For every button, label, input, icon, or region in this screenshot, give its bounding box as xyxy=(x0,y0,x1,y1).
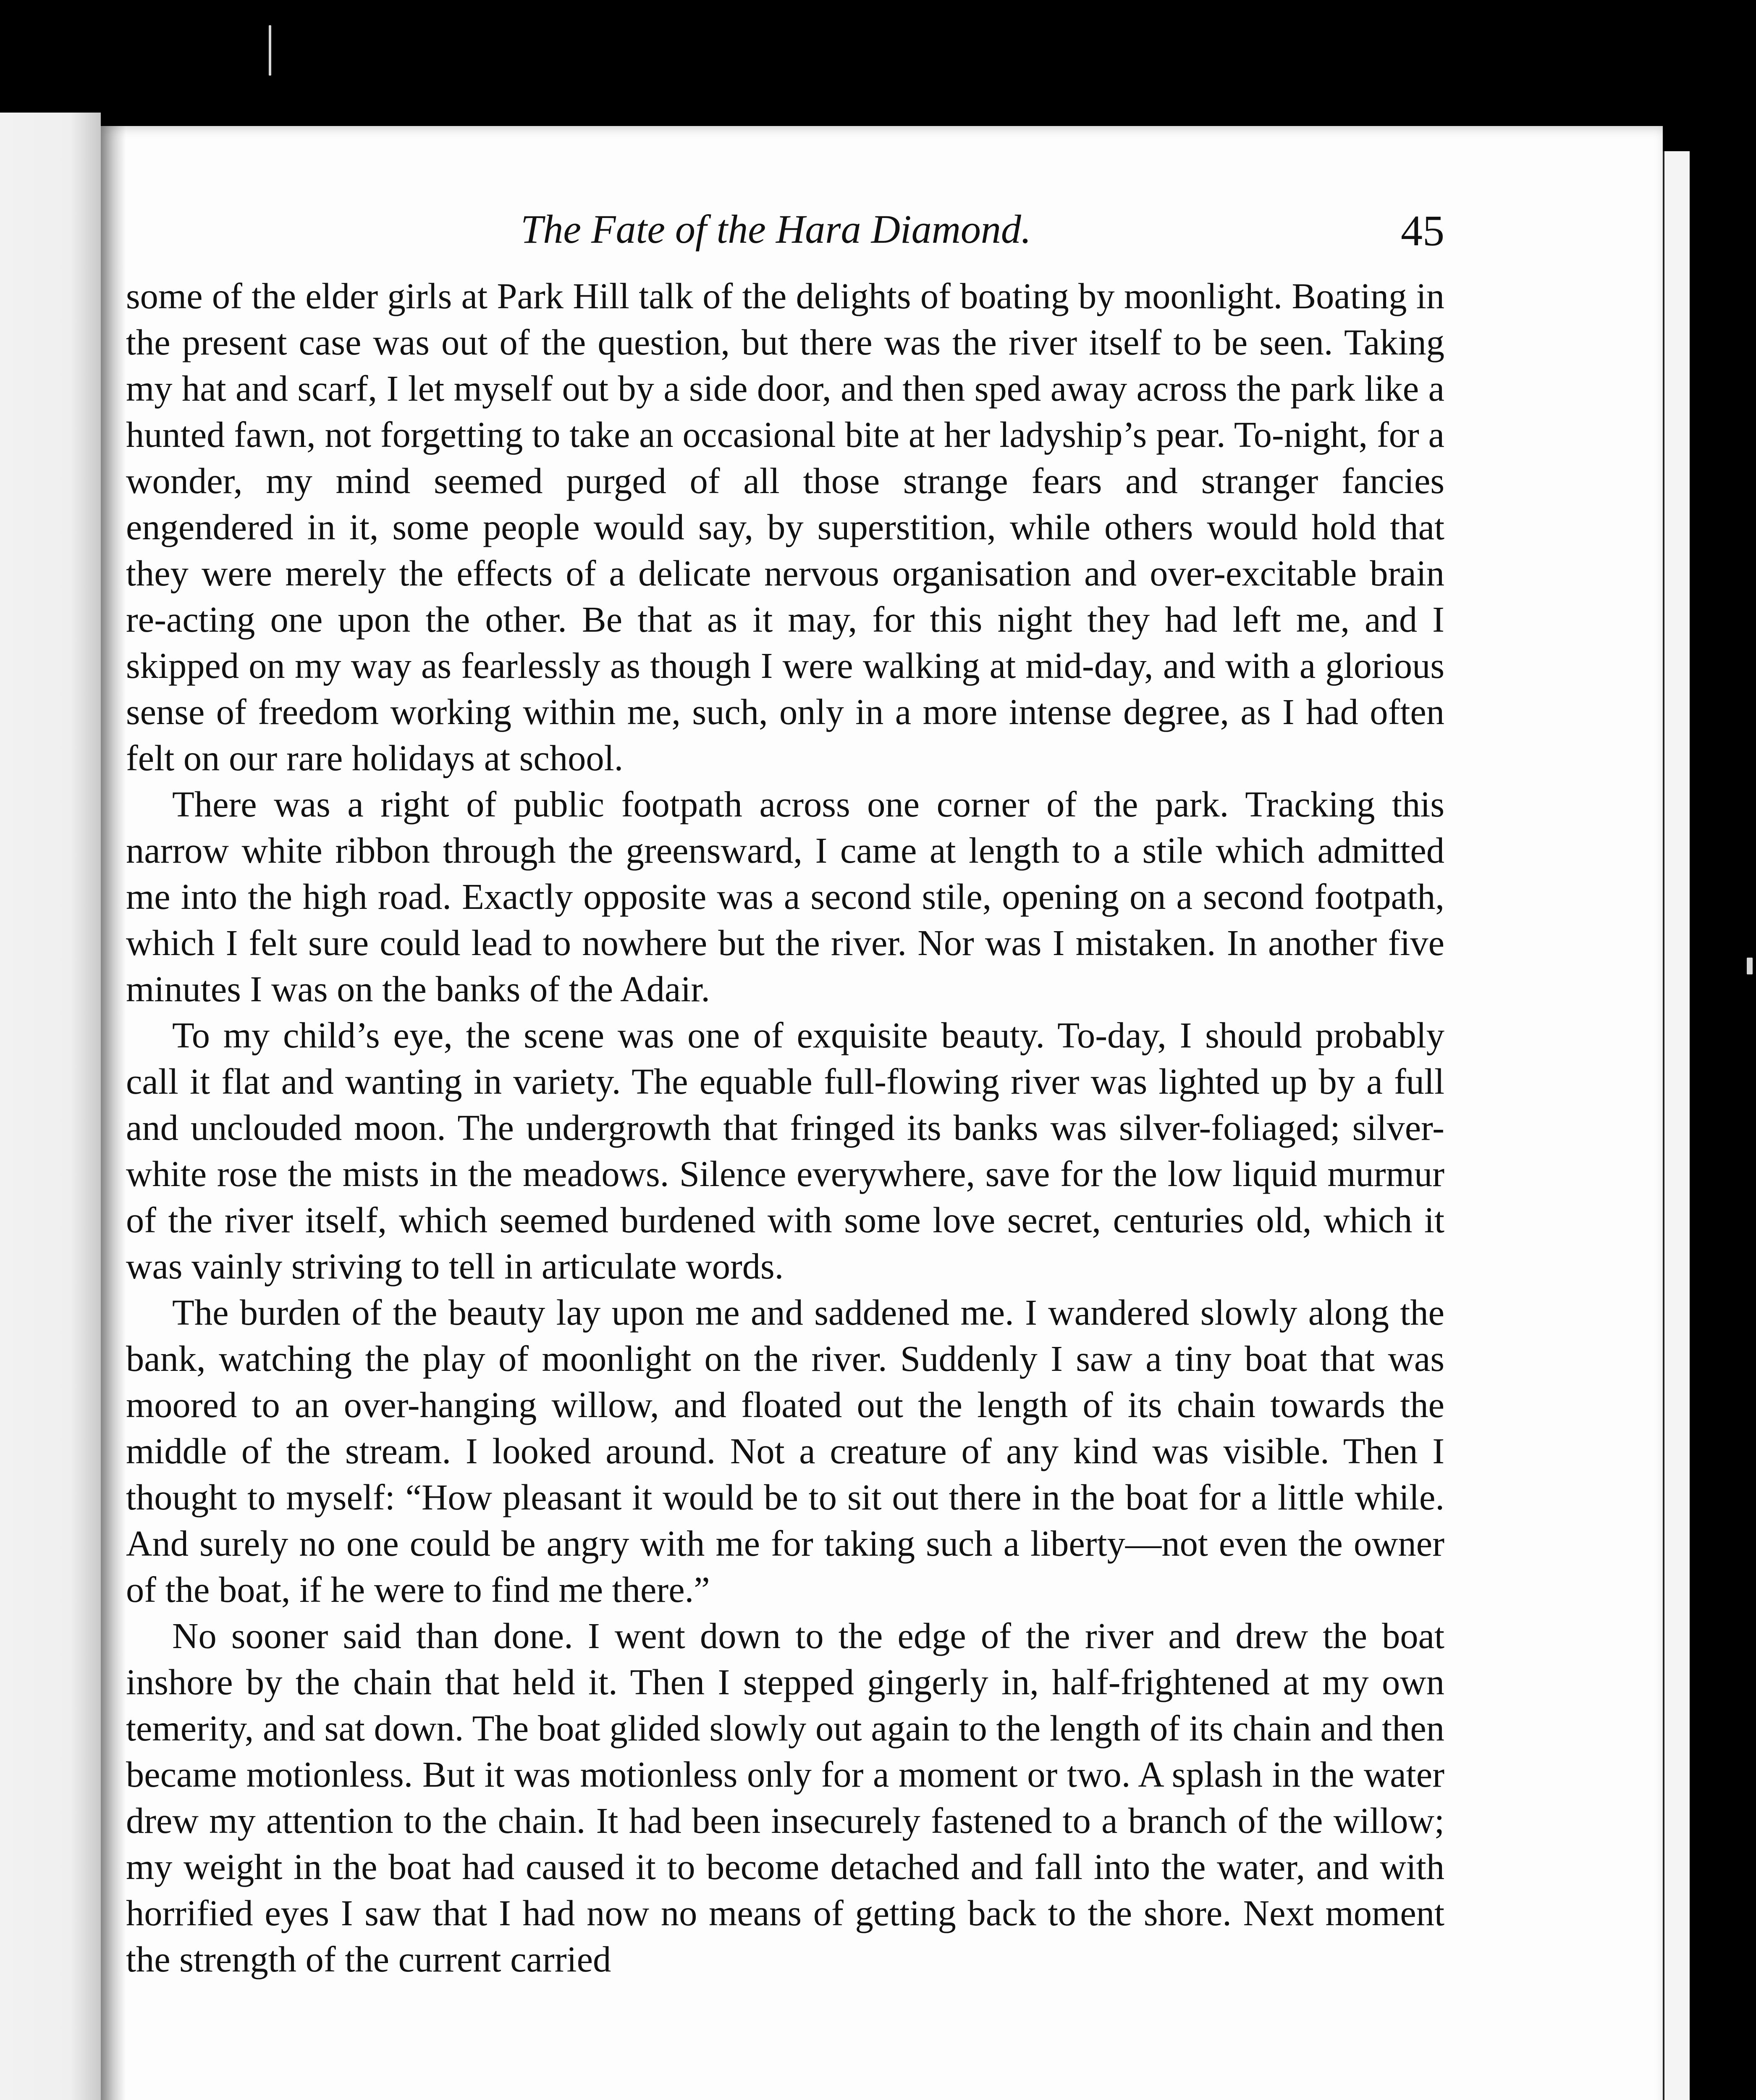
running-head xyxy=(126,189,1444,265)
paragraph: There was a right of public footpath across one corner of the park. Tracking this narrow white ribbon through the greensward, I came at length to a stile which admitted me into the high road. Exactly opposite was a second stile, opening on a second footpath, which I felt sure could lead to nowhere but the river. Nor was I mistaken. In another five minutes I was on the banks of the Adair. xyxy=(126,784,1444,1009)
page-right-edge xyxy=(1663,151,1690,2100)
scan-speck xyxy=(1747,958,1753,974)
body-text xyxy=(126,273,1444,1982)
running-title: The Fate of the Hara Diamond. xyxy=(521,207,1031,252)
page-gutter-shadow xyxy=(101,126,126,2100)
facing-page-edge xyxy=(0,113,101,2100)
paragraph: The burden of the beauty lay upon me and saddened me. I wandered slowly along the bank, watching the play of moonlight on the river. Suddenly I saw a tiny boat that was moored to an over-hanging willow, and floated out the length of its chain towards the middle of the stream. I looked around. Not a creature of any kind was visible. Then I thought to myself: “How pleasant it would be to sit out there in the boat for a little while. And surely no one could be angry with me for taking such a liberty—not even the owner of the boat, if he were to find me there.” xyxy=(126,1292,1444,1610)
paragraph: To my child’s eye, the scene was one of exquisite beauty. To-day, I should probably call it flat and wanting in variety. The equable full-flowing river was lighted up by a full and unclouded moon. The undergrowth that fringed its banks was silver-foliaged; silver-white rose the mists in the meadows. Silence everywhere, save for the low liquid murmur of the river itself, which seemed burdened with some love secret, centuries old, which it was vainly striving to tell in articulate words. xyxy=(126,1015,1444,1286)
page-number: 45 xyxy=(1401,207,1444,255)
scan-speck xyxy=(269,25,271,76)
paragraph-continued: some of the elder girls at Park Hill talk of the delights of boating by moonlight. Boating in the present case was out of the question, but there was the river itself to be seen. Taking my hat and scarf, I let myself out by a side door, and then sped away across the park like a hunted fawn, not forgetting to take an occasional bite at her ladyship’s pear. To-night, for a wonder, my mind seemed purged of all those strange fears and stranger fancies engendered in it, some people would say, by superstition, while others would hold that they were merely the effects of a delicate nervous organisation and over-excitable brain re-acting one upon the other. Be that as it may, for this night they had left me, and I skipped on my way as fearlessly as though I were walking at mid-day, and with a glorious sense of freedom working within me, such, only in a more intense degree, as I had often felt on our rare holidays at school. xyxy=(126,276,1444,778)
paragraph: No sooner said than done. I went down to the edge of the river and drew the boat inshore by the chain that held it. Then I stepped gingerly in, half-frightened at my own temerity, and sat down. The boat glided slowly out again to the length of its chain and then became motionless. But it was motionless only for a moment or two. A splash in the water drew my attention to the chain. It had been insecurely fastened to a branch of the willow; my weight in the boat had caused it to become detached and fall into the water, and with horrified eyes I saw that I had now no means of getting back to the shore. Next moment the strength of the current carried xyxy=(126,1616,1444,1979)
